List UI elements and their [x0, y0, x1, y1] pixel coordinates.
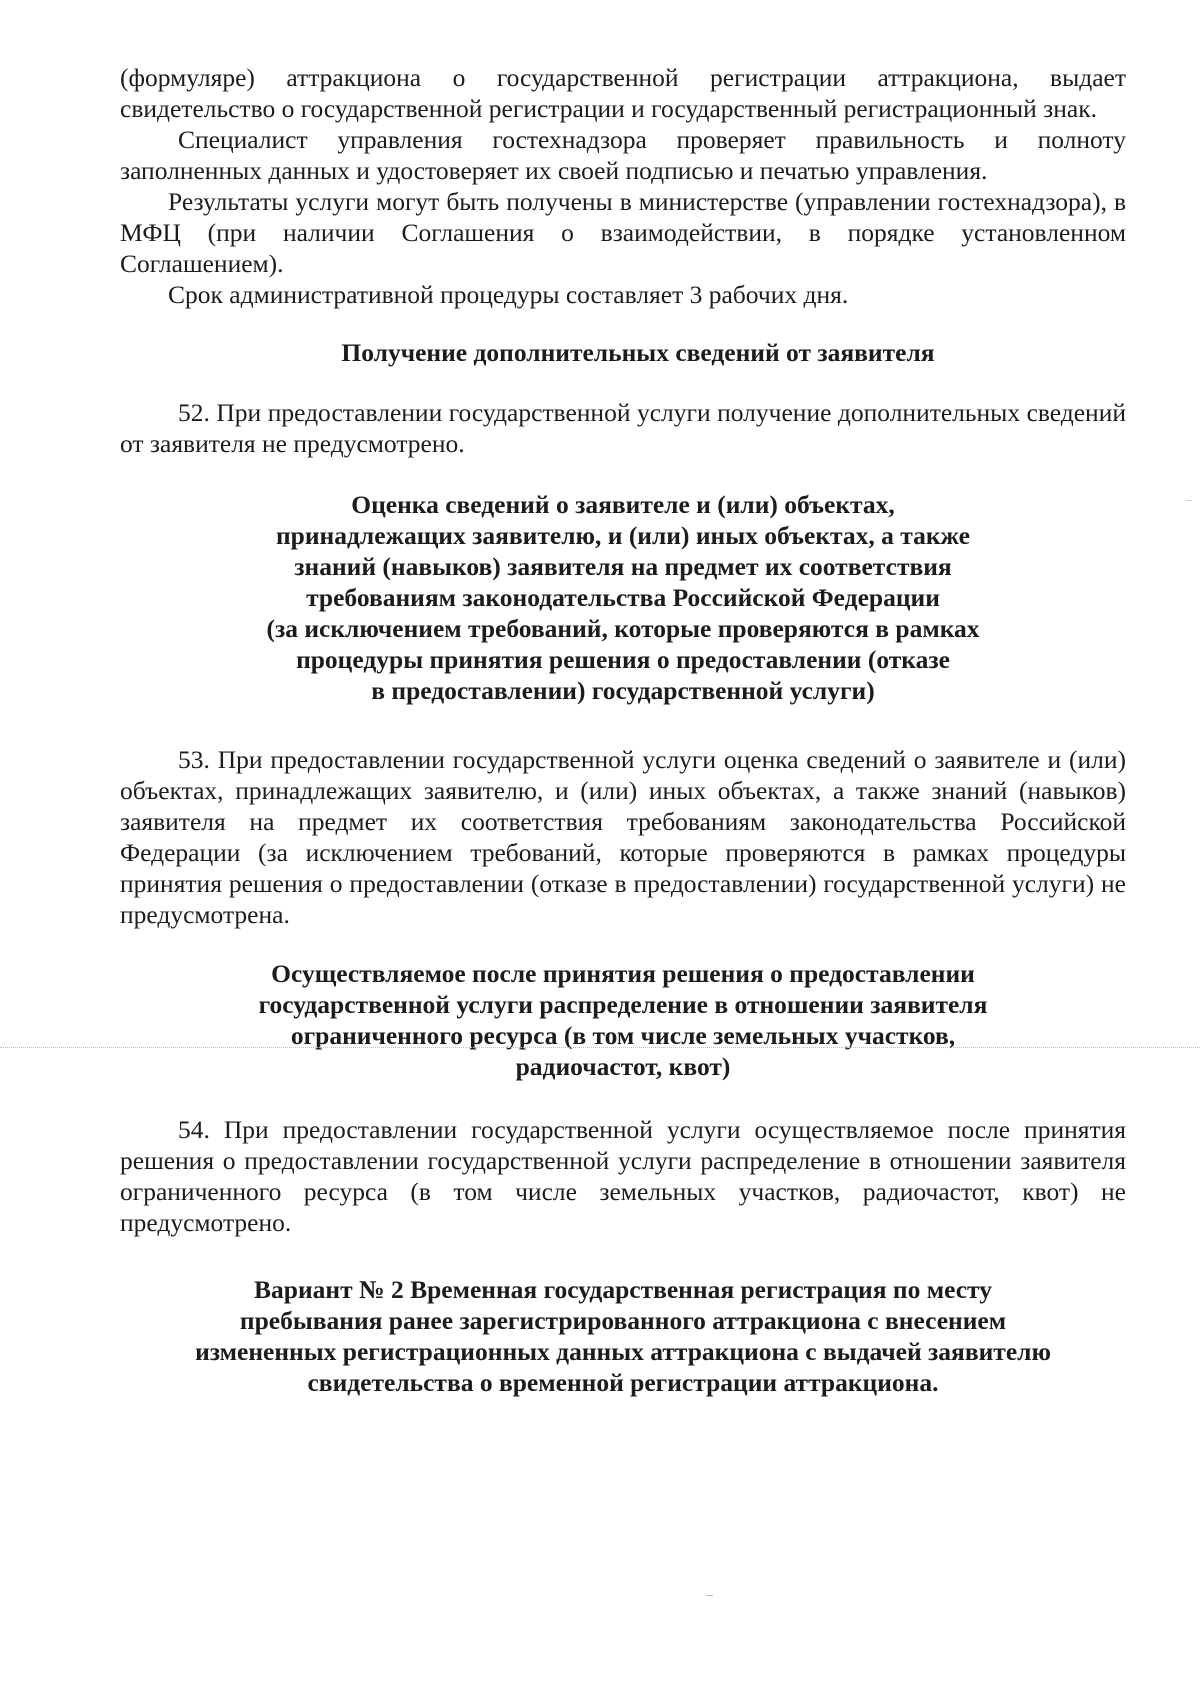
- heading-resource-line: Осуществляемое после принятия решения о предоставлении: [271, 959, 975, 988]
- heading-resource-line: государственной услуги распределение в отношении заявителя: [258, 990, 988, 1019]
- heading-assessment: [120, 489, 1126, 706]
- paragraph-term: Срок административной процедуры составляет 3 рабочих дня.: [168, 280, 849, 309]
- paragraph-results: Результаты услуги могут быть получены в министерстве (управлении гостехнадзора), в МФЦ (при наличии Соглашения о взаимодействии, в порядке установленном Соглашением).: [120, 187, 1126, 278]
- heading-variant-2: [120, 1274, 1126, 1398]
- paragraph-53: 53. При предоставлении государственной услуги оценка сведений о заявителе и (или) объектах, принадлежащих заявителю, и (или) иных объектах, а также знаний (навыков) заявителя на предмет их соответствия требованиям законодательства Российской Федерации (за исключением требований, которые проверяются в рамках процедуры принятия решения о предоставлении (отказе в предоставлении) государственной услуги) не предусмотрена.: [120, 745, 1126, 929]
- scan-artifact-line: [0, 1047, 1200, 1049]
- paragraph-specialist: Специалист управления гостехнадзора проверяет правильность и полноту заполненных данных и удостоверяет их своей подписью и печатью управления.: [120, 125, 1126, 185]
- paragraph-intro: (формуляре) аттракциона о государственной регистрации аттракциона, выдает свидетельство о государственной регистрации и государственный регистрационный знак.: [120, 63, 1126, 123]
- heading-variant-line: свидетельства о временной регистрации аттракциона.: [307, 1368, 939, 1397]
- heading-assessment-line: Оценка сведений о заявителе и (или) объектах,: [351, 490, 895, 519]
- scan-speck: [706, 1595, 713, 1596]
- heading-variant-line: Вариант № 2 Временная государственная регистрация по месту: [254, 1275, 992, 1304]
- heading-assessment-line: принадлежащих заявителю, и (или) иных объектах, а также: [275, 521, 970, 550]
- heading-assessment-line: процедуры принятия решения о предоставлении (отказе: [296, 645, 950, 674]
- heading-assessment-line: знаний (навыков) заявителя на предмет их соответствия: [294, 552, 952, 581]
- heading-resource-distribution: [120, 958, 1126, 1082]
- paragraph-54: 54. При предоставлении государственной услуги осуществляемое после принятия решения о предоставлении государственной услуги распределение в отношении заявителя ограниченного ресурса (в том числе земельных участков, радиочастот, квот) не предусмотрено.: [120, 1115, 1126, 1237]
- heading-variant-line: измененных регистрационных данных аттракциона с выдачей заявителю: [195, 1337, 1051, 1366]
- heading-resource-line: ограниченного ресурса (в том числе земельных участков,: [290, 1021, 956, 1050]
- document-page: [120, 62, 1126, 1398]
- heading-additional-info: Получение дополнительных сведений от заявителя: [341, 338, 935, 367]
- heading-variant-line: пребывания ранее зарегистрированного аттракциона с внесением: [239, 1306, 1007, 1335]
- heading-assessment-line: требованиям законодательства Российской Федерации: [306, 583, 940, 612]
- heading-assessment-line: (за исключением требований, которые проверяются в рамках: [266, 614, 980, 643]
- scan-margin-mark: [1186, 500, 1192, 501]
- paragraph-52: 52. При предоставлении государственной услуги получение дополнительных сведений от заявителя не предусмотрено.: [120, 398, 1126, 458]
- heading-resource-line: радиочастот, квот): [515, 1052, 731, 1081]
- heading-assessment-line: в предоставлении) государственной услуги): [371, 676, 875, 705]
